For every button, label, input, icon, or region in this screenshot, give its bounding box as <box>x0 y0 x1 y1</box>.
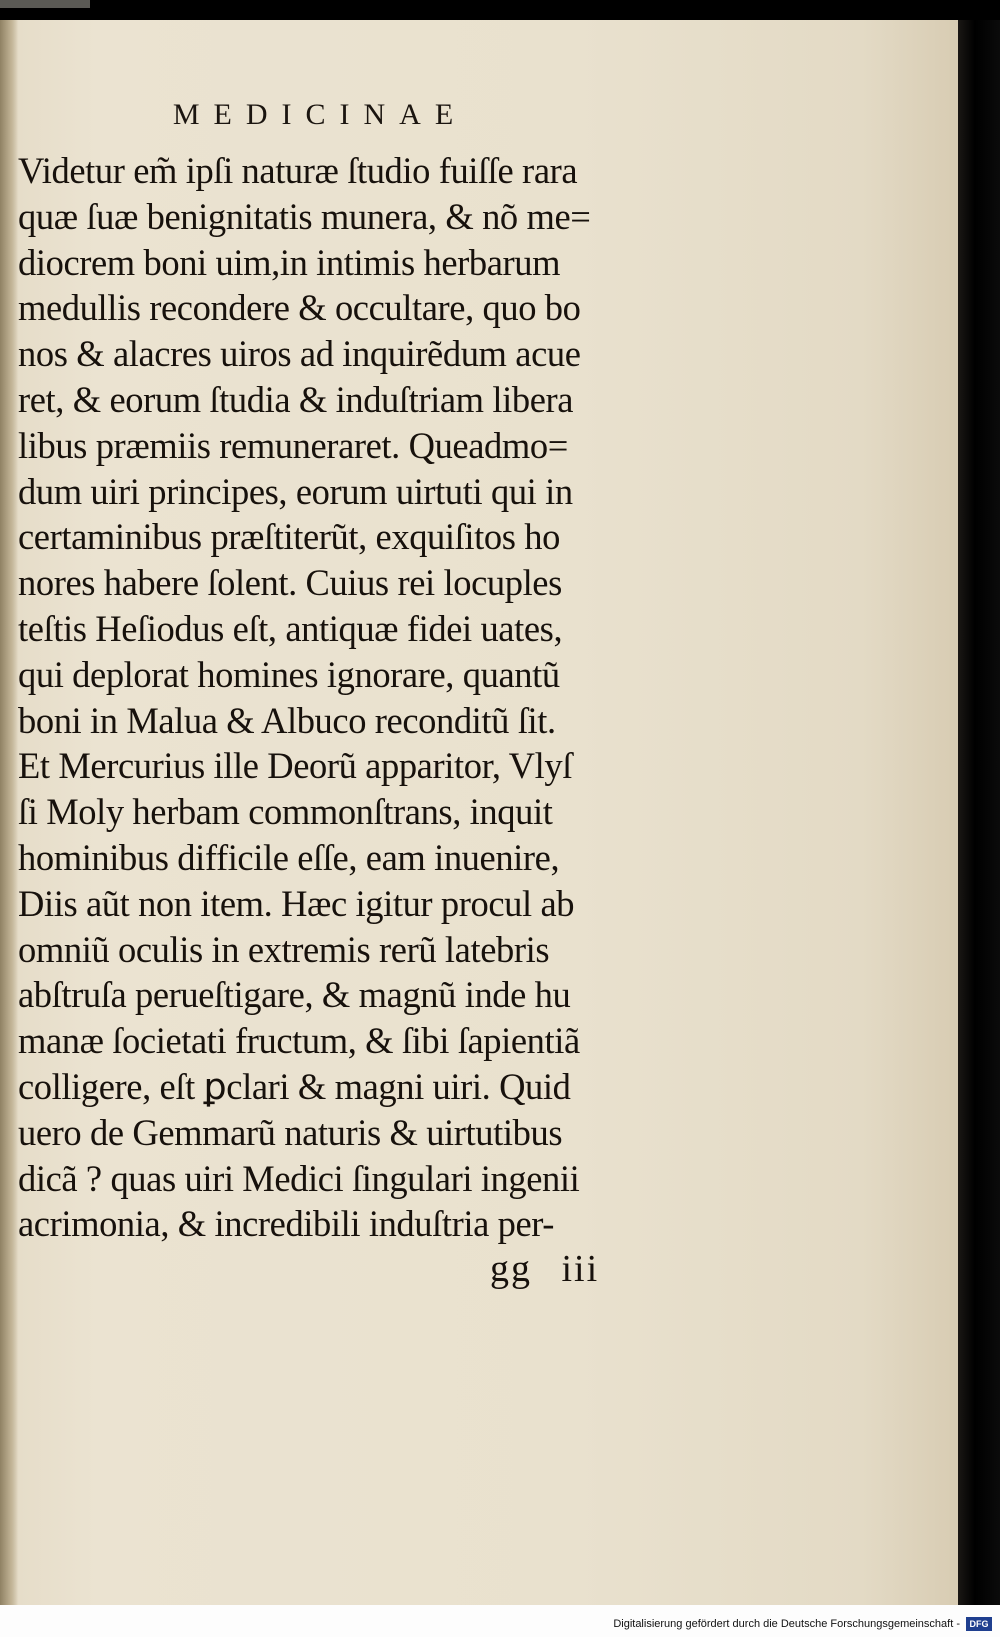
text-line: nos & alacres uiros ad inquirẽdum acue <box>18 333 581 375</box>
text-line: acrimonia, & incredibili induſtria per- <box>18 1203 555 1245</box>
text-line: libus præmiis remuneraret. Queadmo= <box>18 424 568 466</box>
page-gutter-edge <box>0 20 18 1605</box>
text-line: ret, & eorum ſtudia & induſtriam libera <box>18 378 574 420</box>
text-line: manæ ſocietati fructum, & ſibi ſapientiã <box>18 1020 580 1062</box>
text-line: qui deplorat homines ignorare, quantũ <box>18 653 560 695</box>
signature-mark: gg iii <box>490 1248 600 1290</box>
text-line: dum uiri principes, eorum uirtuti qui in <box>18 470 573 512</box>
text-line: Diis aũt non item. Hæc igitur procul ab <box>18 882 575 924</box>
running-head: MEDICINAE <box>172 98 468 131</box>
dfg-logo-icon: DFG <box>966 1617 992 1631</box>
text-line: medullis recondere & occultare, quo bo <box>18 287 581 329</box>
text-line: boni in Malua & Albuco reconditũ ſit. <box>18 699 556 741</box>
text-line: colligere, eſt ꝑclari & magni uiri. Quid <box>18 1065 571 1107</box>
text-line: quæ ſuæ benignitatis munera, & nõ me= <box>18 195 591 237</box>
page-edge-shadow <box>958 20 1000 1605</box>
text-line: uero de Gemmarũ naturis & uirtutibus <box>18 1111 563 1153</box>
text-line: Videtur em̃ ipſi naturæ ſtudio fuiſſe rara <box>18 150 578 191</box>
text-line: hominibus difficile eſſe, eam inuenire, <box>18 836 560 878</box>
body-text <box>18 148 698 1247</box>
text-line: nores habere ſolent. Cuius rei locuples <box>18 562 562 604</box>
text-line: diocrem boni uim,in intimis herbarum <box>18 241 561 283</box>
text-line: dicã ? quas uiri Medici ſingulari ingenii <box>18 1157 580 1199</box>
text-line: teſtis Heſiodus eſt, antiquæ fidei uates, <box>18 607 563 649</box>
text-line: abſtruſa perueſtigare, & magnũ inde hu <box>18 974 571 1016</box>
text-line: certaminibus præſtiterũt, exquiſitos ho <box>18 516 560 558</box>
footer-credit: Digitalisierung gefördert durch die Deutsche Forschungsgemeinschaft - <box>613 1618 960 1630</box>
text-line: omniũ oculis in extremis rerũ latebris <box>18 928 550 970</box>
text-line: ſi Moly herbam commonſtrans, inquit <box>18 791 553 833</box>
text-line: Et Mercurius ille Deorũ apparitor, Vlyſ <box>18 745 572 787</box>
scan-top-strip <box>0 0 90 8</box>
